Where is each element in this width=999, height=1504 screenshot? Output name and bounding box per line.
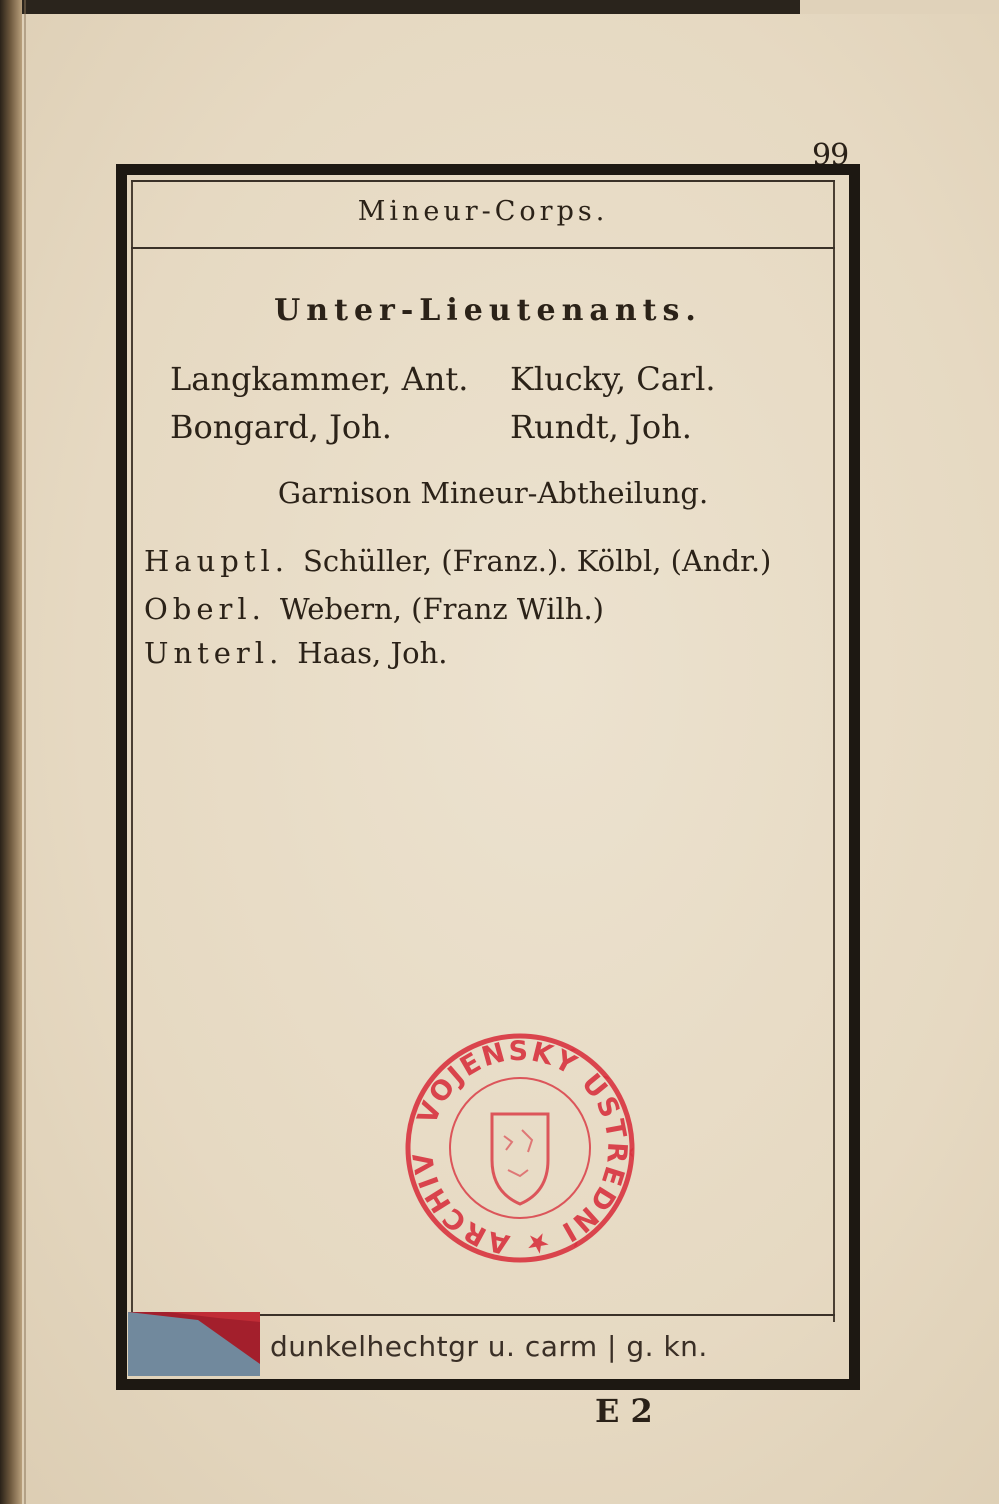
officer-name: Langkammer, Ant.	[170, 360, 469, 398]
scan-top-edge-gap	[800, 0, 999, 14]
uniform-color-swatch	[128, 1312, 260, 1376]
rank-label: Oberl.	[144, 592, 266, 626]
garrison-entry	[144, 544, 771, 578]
binding-crease	[24, 0, 26, 1504]
garrison-entry	[144, 592, 604, 626]
section-title: Unter-Lieutenants.	[274, 293, 702, 328]
header-rule	[131, 247, 835, 249]
officer-name: Bongard, Joh.	[170, 408, 392, 446]
uniform-color-label: dunkelhechtgr u. carm | g. kn.	[270, 1330, 708, 1363]
entry-names: Webern, (Franz Wilh.)	[279, 592, 604, 626]
corps-title: Mineur-Corps.	[357, 196, 609, 227]
page-number: 99	[812, 138, 849, 173]
garrison-title: Garnison Mineur-Abtheilung.	[277, 476, 709, 510]
archive-stamp	[404, 1032, 636, 1264]
book-binding-edge	[0, 0, 22, 1504]
rank-label: Unterl.	[144, 636, 284, 670]
top-rule	[131, 180, 835, 182]
officer-name: Klucky, Carl.	[510, 360, 716, 398]
entry-names: Haas, Joh.	[297, 636, 448, 670]
entry-names: Schüller, (Franz.). Kölbl, (Andr.)	[302, 544, 772, 578]
officer-name: Rundt, Joh.	[510, 408, 692, 446]
rank-label: Hauptl.	[144, 544, 289, 578]
garrison-entry	[144, 636, 447, 670]
signature-mark: E 2	[595, 1392, 653, 1430]
svg-text:VOJENSKÝ ÚSTŘEDNÍ ★ ARCHIV: VOJENSKÝ ÚSTŘEDNÍ ★ ARCHIV	[407, 1035, 633, 1261]
